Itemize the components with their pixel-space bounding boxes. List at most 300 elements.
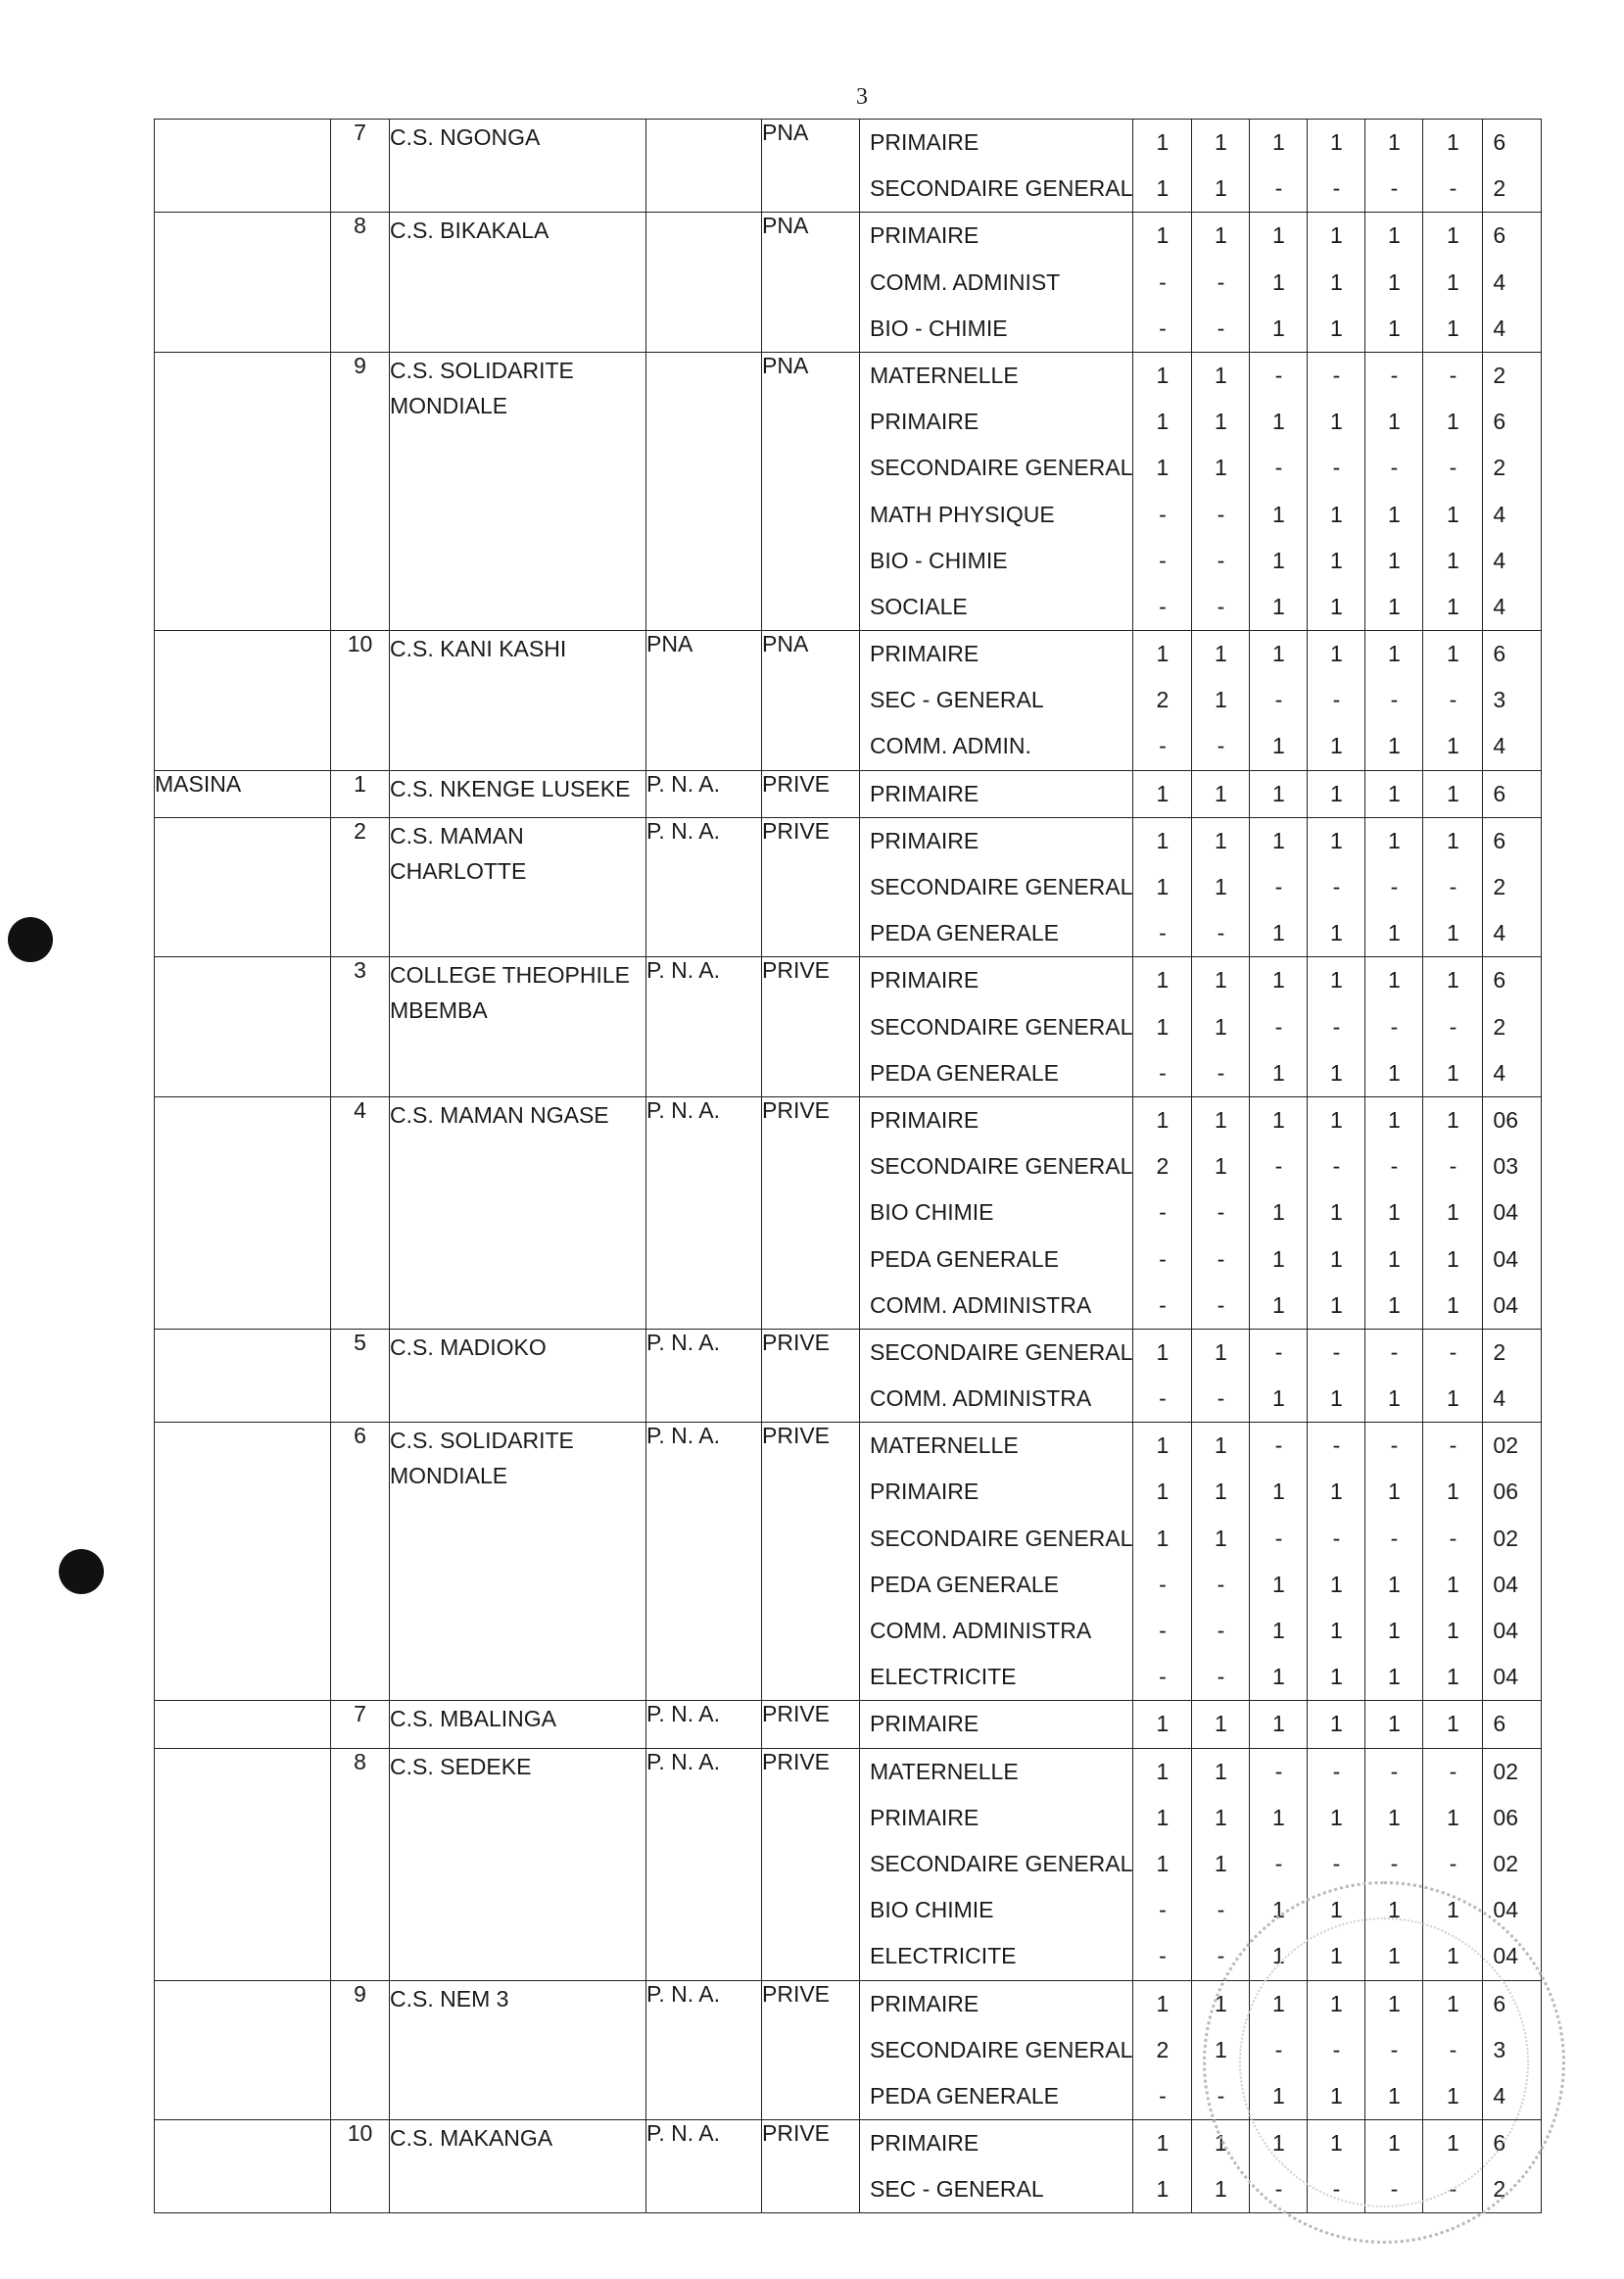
class-count-cell — [1192, 1423, 1250, 1701]
option-total: 3 — [1493, 2036, 1506, 2062]
option-total: 04 — [1493, 1571, 1518, 1597]
class-count: 1 — [1447, 1106, 1459, 1133]
school-number: 9 — [354, 352, 366, 378]
class-count-cell — [1423, 352, 1483, 630]
school-status: P. N. A. — [646, 770, 721, 797]
school-name-cell — [390, 1701, 646, 1748]
class-count: 1 — [1388, 129, 1401, 155]
options-cell — [860, 631, 1133, 771]
school-row — [155, 770, 1542, 817]
option-total: 4 — [1493, 733, 1506, 759]
class-count: 1 — [1156, 1990, 1170, 2016]
commune-cell — [155, 120, 331, 213]
class-count-cell — [1308, 213, 1365, 353]
class-count: 1 — [1156, 967, 1170, 994]
class-count: - — [1217, 1199, 1225, 1226]
class-count: - — [1159, 547, 1167, 573]
class-count: - — [1449, 2036, 1457, 2062]
class-count: - — [1217, 733, 1225, 759]
class-count: 1 — [1447, 1711, 1459, 1737]
school-number: 6 — [354, 1423, 366, 1449]
class-count: 1 — [1388, 1943, 1401, 1969]
regime-cell — [762, 352, 860, 630]
class-count: 1 — [1156, 2130, 1170, 2157]
option-total: 4 — [1493, 315, 1506, 341]
class-count: 1 — [1272, 780, 1285, 806]
school-name: C.S. NEM 3 — [390, 1985, 509, 2012]
class-count: 1 — [1447, 547, 1459, 573]
class-count: 1 — [1156, 175, 1170, 202]
school-regime: PNA — [762, 352, 809, 378]
class-count-cell — [1365, 352, 1423, 630]
class-count: 1 — [1215, 1990, 1227, 2016]
school-regime: PRIVE — [762, 1423, 831, 1449]
class-count: - — [1390, 2176, 1399, 2203]
class-count-cell — [1365, 213, 1423, 353]
class-count: 1 — [1272, 501, 1285, 527]
class-count: - — [1274, 2036, 1283, 2062]
class-count: - — [1449, 1525, 1457, 1551]
options-cell — [860, 213, 1133, 353]
class-count: 1 — [1330, 2130, 1343, 2157]
commune-cell — [155, 770, 331, 817]
class-count: 1 — [1388, 222, 1401, 249]
class-count: - — [1274, 1525, 1283, 1551]
class-count-cell — [1133, 957, 1192, 1097]
option-total: 2 — [1493, 1013, 1506, 1040]
school-number: 5 — [354, 1329, 366, 1355]
school-row — [155, 213, 1542, 353]
class-count: - — [1332, 1525, 1341, 1551]
school-number-cell — [331, 1329, 390, 1422]
class-count: 1 — [1272, 1059, 1285, 1086]
class-count-cell — [1133, 817, 1192, 957]
option-total: 04 — [1493, 1897, 1518, 1923]
school-row — [155, 631, 1542, 771]
class-count: 1 — [1156, 1432, 1170, 1459]
school-number-cell — [331, 1980, 390, 2120]
class-count: 1 — [1447, 222, 1459, 249]
school-row — [155, 1701, 1542, 1748]
class-count-cell — [1308, 1423, 1365, 1701]
class-count: - — [1390, 1758, 1399, 1784]
class-count: 1 — [1215, 827, 1227, 853]
class-count: 1 — [1272, 222, 1285, 249]
class-count: 1 — [1330, 222, 1343, 249]
class-count: - — [1332, 874, 1341, 899]
class-count-cell — [1365, 631, 1423, 771]
options-cell — [860, 2120, 1133, 2213]
class-count-cell — [1308, 120, 1365, 213]
class-count: 1 — [1447, 1943, 1459, 1969]
status-cell — [646, 2120, 762, 2213]
class-count: - — [1159, 1059, 1167, 1086]
option-label: SECONDAIRE GENERAL — [870, 1153, 1133, 1180]
class-count: 1 — [1215, 129, 1227, 155]
class-count: 1 — [1447, 1804, 1459, 1830]
class-count: 1 — [1388, 1291, 1401, 1318]
school-regime: PNA — [762, 213, 809, 239]
school-number-cell — [331, 1748, 390, 1980]
school-number-cell — [331, 1423, 390, 1701]
class-count: - — [1217, 268, 1225, 295]
class-count: 1 — [1215, 1013, 1227, 1040]
class-count: 1 — [1330, 593, 1343, 619]
class-count-cell — [1423, 817, 1483, 957]
class-count: - — [1274, 687, 1283, 713]
class-count: 1 — [1272, 547, 1285, 573]
class-count-cell — [1192, 120, 1250, 213]
class-count: 1 — [1330, 1571, 1343, 1597]
class-count: - — [1390, 1525, 1399, 1551]
class-count: 1 — [1156, 409, 1170, 435]
school-number-cell — [331, 1096, 390, 1329]
class-count: 1 — [1330, 1479, 1343, 1505]
option-total: 6 — [1493, 222, 1506, 249]
option-label: BIO CHIMIE — [870, 1199, 994, 1226]
class-count: - — [1159, 268, 1167, 295]
option-total: 04 — [1493, 1291, 1518, 1318]
class-count: - — [1274, 1153, 1283, 1180]
class-count-cell — [1423, 1096, 1483, 1329]
class-count: - — [1159, 1897, 1167, 1923]
class-count: 1 — [1215, 1850, 1227, 1876]
school-regime: PRIVE — [762, 817, 831, 844]
class-count: 1 — [1215, 2036, 1227, 2062]
class-count-cell — [1365, 1329, 1423, 1422]
total-cell — [1483, 957, 1542, 1097]
class-count: 1 — [1272, 1571, 1285, 1597]
school-name-cell — [390, 957, 646, 1097]
option-label: MATERNELLE — [870, 362, 1019, 388]
total-cell — [1483, 352, 1542, 630]
option-label: PRIMAIRE — [870, 827, 979, 853]
option-total: 6 — [1493, 129, 1506, 155]
school-number: 9 — [354, 1980, 366, 2007]
option-label: COMM. ADMINISTRA — [870, 1385, 1092, 1412]
school-row — [155, 1423, 1542, 1701]
class-count: 1 — [1330, 1897, 1343, 1923]
class-count: - — [1274, 2176, 1283, 2203]
class-count: 1 — [1272, 315, 1285, 341]
option-total: 6 — [1493, 1990, 1506, 2016]
class-count: 1 — [1215, 222, 1227, 249]
class-count: - — [1159, 2082, 1167, 2109]
school-number: 10 — [347, 631, 373, 657]
class-count-cell — [1423, 1329, 1483, 1422]
option-total: 02 — [1493, 1432, 1518, 1459]
class-count: - — [1390, 455, 1399, 481]
class-count: 1 — [1447, 315, 1459, 341]
class-count: - — [1217, 920, 1225, 946]
option-total: 06 — [1493, 1479, 1518, 1505]
class-count: 1 — [1447, 2130, 1459, 2157]
class-count: 1 — [1272, 1245, 1285, 1272]
option-total: 4 — [1493, 1059, 1506, 1086]
regime-cell — [762, 2120, 860, 2213]
status-cell — [646, 213, 762, 353]
class-count: 1 — [1156, 362, 1170, 388]
class-count: 1 — [1330, 1245, 1343, 1272]
school-status: P. N. A. — [646, 1701, 721, 1727]
commune-cell — [155, 1329, 331, 1422]
option-total: 02 — [1493, 1850, 1518, 1876]
option-total: 4 — [1493, 1385, 1506, 1412]
school-regime: PRIVE — [762, 1329, 831, 1355]
school-number: 8 — [354, 1748, 366, 1774]
punch-hole-lower — [59, 1549, 104, 1594]
status-cell — [646, 1701, 762, 1748]
class-count: 1 — [1388, 547, 1401, 573]
total-cell — [1483, 1423, 1542, 1701]
school-regime: PRIVE — [762, 1980, 831, 2007]
option-label: PRIMAIRE — [870, 1990, 979, 2016]
class-count: 1 — [1447, 1618, 1459, 1643]
option-label: MATERNELLE — [870, 1758, 1019, 1784]
commune-cell — [155, 1980, 331, 2120]
class-count: - — [1449, 1153, 1457, 1180]
class-count: 2 — [1156, 687, 1170, 713]
class-count: 1 — [1388, 827, 1401, 853]
class-count: - — [1274, 1432, 1283, 1459]
class-count: - — [1449, 874, 1457, 899]
class-count: - — [1159, 501, 1167, 527]
school-regime: PRIVE — [762, 1701, 831, 1727]
class-count-cell — [1133, 1423, 1192, 1701]
class-count-cell — [1133, 1980, 1192, 2120]
option-total: 6 — [1493, 641, 1506, 667]
class-count: 1 — [1388, 1245, 1401, 1272]
class-count: - — [1449, 687, 1457, 713]
school-name: C.S. MADIOKO — [390, 1333, 547, 1360]
commune-cell — [155, 1096, 331, 1329]
class-count: 1 — [1388, 1106, 1401, 1133]
class-count: 1 — [1388, 2130, 1401, 2157]
class-count-cell — [1423, 120, 1483, 213]
option-label: PRIMAIRE — [870, 129, 979, 155]
option-label: BIO CHIMIE — [870, 1897, 994, 1923]
class-count: - — [1159, 593, 1167, 619]
class-count: 1 — [1272, 1804, 1285, 1830]
class-count: 1 — [1272, 1291, 1285, 1318]
class-count: 1 — [1388, 1804, 1401, 1830]
class-count: 1 — [1447, 967, 1459, 994]
option-total: 2 — [1493, 874, 1506, 899]
class-count: 1 — [1447, 1245, 1459, 1272]
class-count: - — [1159, 1943, 1167, 1969]
class-count: 1 — [1156, 2176, 1170, 2203]
class-count: - — [1332, 362, 1341, 388]
class-count: 1 — [1215, 967, 1227, 994]
class-count-cell — [1308, 1096, 1365, 1329]
school-row — [155, 1096, 1542, 1329]
class-count: 1 — [1215, 874, 1227, 899]
class-count: - — [1390, 2036, 1399, 2062]
option-total: 6 — [1493, 2130, 1506, 2157]
class-count: 1 — [1388, 2082, 1401, 2109]
regime-cell — [762, 631, 860, 771]
class-count: - — [1332, 1850, 1341, 1876]
class-count-cell — [1192, 1096, 1250, 1329]
class-count: 1 — [1330, 1291, 1343, 1318]
punch-hole-upper — [8, 917, 53, 962]
class-count: 1 — [1272, 1479, 1285, 1505]
class-count: - — [1217, 1943, 1225, 1969]
option-total: 2 — [1493, 1338, 1506, 1365]
class-count: 1 — [1447, 1571, 1459, 1597]
class-count: 1 — [1330, 547, 1343, 573]
option-label: ELECTRICITE — [870, 1664, 1017, 1690]
class-count-cell — [1365, 957, 1423, 1097]
class-count: - — [1449, 1758, 1457, 1784]
school-name: C.S. NGONGA — [390, 124, 541, 150]
school-regime: PRIVE — [762, 2120, 831, 2147]
school-number: 3 — [354, 957, 366, 984]
option-label: PRIMAIRE — [870, 1106, 979, 1133]
school-name-cell — [390, 1329, 646, 1422]
class-count-cell — [1192, 817, 1250, 957]
class-count: - — [1217, 2082, 1225, 2109]
class-count-cell — [1133, 631, 1192, 771]
option-total: 2 — [1493, 455, 1506, 481]
school-name: C.S. MAMAN NGASE — [390, 1101, 609, 1128]
total-cell — [1483, 631, 1542, 771]
school-status: P. N. A. — [646, 957, 721, 984]
class-count: - — [1274, 362, 1283, 388]
options-cell — [860, 1980, 1133, 2120]
class-count: 1 — [1156, 129, 1170, 155]
class-count-cell — [1365, 120, 1423, 213]
class-count: 1 — [1388, 1479, 1401, 1505]
class-count: 1 — [1215, 687, 1227, 713]
option-total: 4 — [1493, 501, 1506, 527]
class-count-cell — [1308, 817, 1365, 957]
status-cell — [646, 352, 762, 630]
regime-cell — [762, 1701, 860, 1748]
class-count: 1 — [1272, 733, 1285, 759]
option-total: 4 — [1493, 2082, 1506, 2109]
class-count: - — [1274, 1338, 1283, 1365]
regime-cell — [762, 1423, 860, 1701]
school-regime: PRIVE — [762, 770, 831, 797]
class-count-cell — [1192, 352, 1250, 630]
class-count: 1 — [1156, 641, 1170, 667]
class-count: 1 — [1388, 501, 1401, 527]
class-count: 1 — [1156, 1106, 1170, 1133]
class-count: - — [1332, 175, 1341, 202]
total-cell — [1483, 120, 1542, 213]
class-count: 1 — [1388, 1571, 1401, 1597]
option-label: COMM. ADMINISTRA — [870, 1618, 1092, 1643]
class-count: 1 — [1388, 315, 1401, 341]
school-number-cell — [331, 631, 390, 771]
regime-cell — [762, 1096, 860, 1329]
regime-cell — [762, 213, 860, 353]
option-label: SECONDAIRE GENERAL — [870, 1013, 1133, 1040]
class-count: - — [1159, 1385, 1167, 1412]
class-count: - — [1332, 1758, 1341, 1784]
options-cell — [860, 1329, 1133, 1422]
class-count: 1 — [1330, 1618, 1343, 1643]
class-count-cell — [1133, 1748, 1192, 1980]
class-count: 1 — [1330, 315, 1343, 341]
class-count: - — [1449, 1338, 1457, 1365]
class-count-cell — [1250, 1701, 1308, 1748]
class-count: 2 — [1156, 1153, 1170, 1180]
school-row — [155, 817, 1542, 957]
school-number-cell — [331, 770, 390, 817]
school-number: 1 — [354, 770, 366, 797]
class-count: 1 — [1330, 1059, 1343, 1086]
class-count: 1 — [1272, 967, 1285, 994]
class-count: 1 — [1447, 1199, 1459, 1226]
class-count: 1 — [1272, 1385, 1285, 1412]
class-count-cell — [1192, 957, 1250, 1097]
commune-cell — [155, 352, 331, 630]
class-count: 1 — [1447, 1664, 1459, 1690]
class-count: - — [1159, 1571, 1167, 1597]
options-cell — [860, 352, 1133, 630]
school-status: PNA — [646, 631, 693, 657]
class-count: 1 — [1156, 874, 1170, 899]
option-label: COMM. ADMINISTRA — [870, 1291, 1092, 1318]
class-count: 1 — [1215, 1153, 1227, 1180]
options-cell — [860, 120, 1133, 213]
option-label: PEDA GENERALE — [870, 2082, 1060, 2109]
option-total: 6 — [1493, 827, 1506, 853]
option-label: PRIMAIRE — [870, 222, 979, 249]
class-count: 1 — [1156, 1758, 1170, 1784]
class-count: - — [1390, 1432, 1399, 1459]
school-regime: PRIVE — [762, 957, 831, 984]
class-count-cell — [1133, 1701, 1192, 1748]
class-count-cell — [1423, 1701, 1483, 1748]
class-count-cell — [1250, 1423, 1308, 1701]
class-count-cell — [1423, 957, 1483, 1097]
school-status: P. N. A. — [646, 1980, 721, 2007]
school-name-cell — [390, 213, 646, 353]
school-name-cell — [390, 120, 646, 213]
class-count: - — [1390, 687, 1399, 713]
option-label: MATH PHYSIQUE — [870, 501, 1055, 527]
option-total: 6 — [1493, 967, 1506, 994]
status-cell — [646, 1096, 762, 1329]
school-name: C.S. NKENGE LUSEKE — [390, 775, 631, 801]
class-count: 1 — [1156, 222, 1170, 249]
option-label: PRIMAIRE — [870, 1711, 979, 1737]
class-count: 1 — [1330, 1199, 1343, 1226]
class-count: - — [1159, 733, 1167, 759]
class-count: 1 — [1447, 593, 1459, 619]
class-count: 1 — [1330, 1664, 1343, 1690]
option-label: COMM. ADMINIST — [870, 268, 1061, 295]
class-count: 1 — [1388, 967, 1401, 994]
class-count-cell — [1192, 213, 1250, 353]
class-count: 1 — [1447, 920, 1459, 946]
class-count-cell — [1192, 1748, 1250, 1980]
class-count: 1 — [1388, 409, 1401, 435]
class-count: - — [1217, 1897, 1225, 1923]
class-count: 1 — [1215, 1432, 1227, 1459]
options-cell — [860, 817, 1133, 957]
class-count-cell — [1192, 631, 1250, 771]
option-label: MATERNELLE — [870, 1432, 1019, 1459]
regime-cell — [762, 1748, 860, 1980]
class-count: 1 — [1447, 501, 1459, 527]
class-count: 1 — [1215, 2130, 1227, 2157]
class-count: - — [1449, 1013, 1457, 1040]
school-status: P. N. A. — [646, 1423, 721, 1449]
